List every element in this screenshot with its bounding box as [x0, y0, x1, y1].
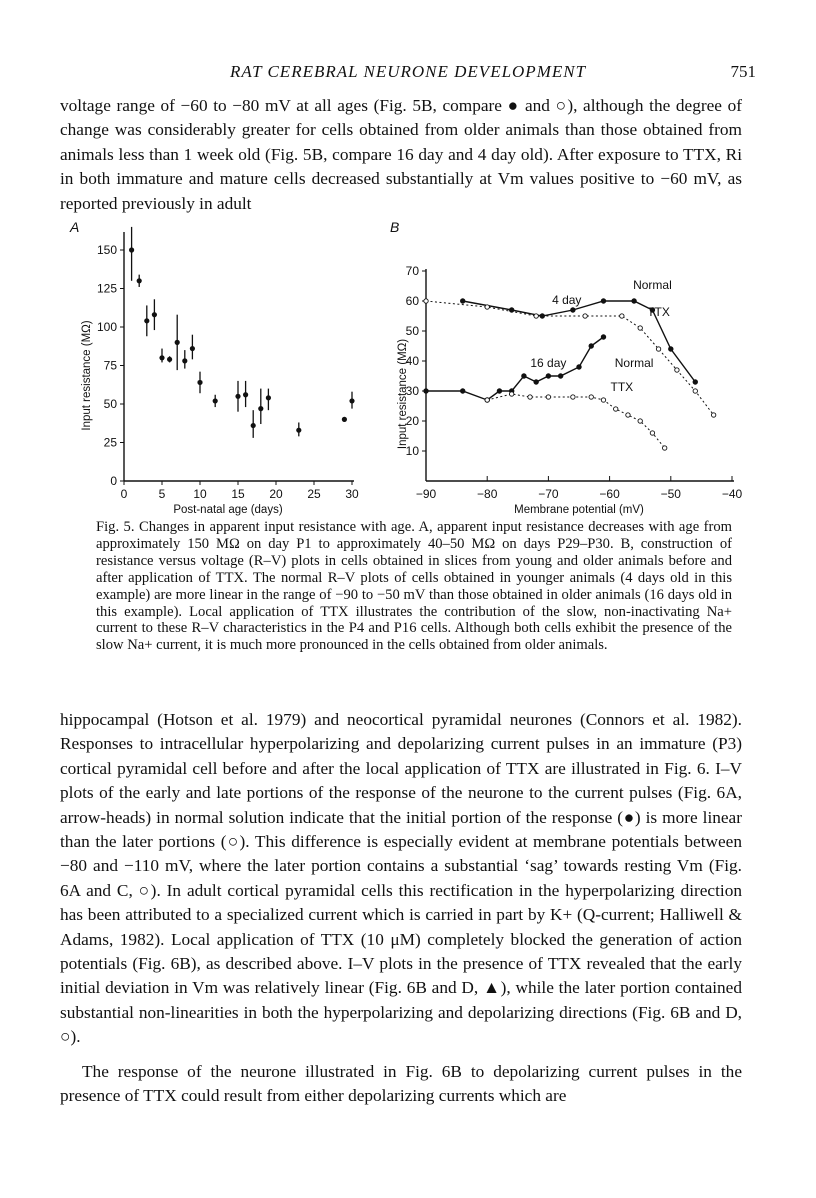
panel-b-data-point: [662, 446, 666, 450]
panel-b-data-point: [485, 305, 489, 309]
panel-b-data-point: [626, 413, 630, 417]
panel-b-data-point: [558, 373, 563, 378]
panel-b-x-tick-label: −60: [599, 487, 620, 501]
panel-b-data-point: [521, 373, 526, 378]
panel-b-data-point: [570, 307, 575, 312]
running-header: [60, 60, 756, 86]
panel-b-annotation: Normal: [633, 278, 672, 292]
panel-a-data-point: [144, 318, 149, 323]
panel-b-data-point: [583, 314, 587, 318]
paragraph-last: The response of the neurone illustrated in Fig. 6B to depolarizing current pulses in the presence of TTX could result from either depolarizing currents which are: [60, 1062, 742, 1106]
panel-b-data-point: [460, 298, 465, 303]
panel-a-data-point: [266, 395, 271, 400]
panel-b-data-point: [656, 347, 660, 351]
panel-b-x-tick-label: −50: [660, 487, 681, 501]
panel-a-y-tick-label: 75: [103, 358, 117, 373]
panel-b-annotation: TTX: [610, 380, 634, 394]
panel-b-x-tick-label: −90: [415, 487, 437, 501]
panel-a-data-point: [251, 423, 256, 428]
panel-a-data-point: [152, 312, 157, 317]
panel-b-y-label: Input resistance (MΩ): [397, 338, 409, 450]
panel-a-data-point: [213, 398, 218, 403]
panel-b-data-point: [533, 379, 538, 384]
panel-a-data-point: [129, 247, 134, 252]
caption-label: Fig. 5.: [96, 519, 135, 535]
panel-a-data-point: [258, 406, 263, 411]
panel-a-y-label: Input resistance (MΩ): [81, 320, 93, 431]
panel-b-y-tick-label: 40: [405, 354, 419, 368]
panel-b-y-tick-label: 70: [405, 264, 419, 278]
panel-a-label: A: [70, 219, 80, 235]
panel-b-data-point: [631, 298, 636, 303]
caption-text: Changes in apparent input resistance with age. A, apparent input resistance decreases with age from approximately 150 MΩ on day P1 to approximately 40–50 MΩ on days P29–P30. B, construction of resistance versus voltage (R–V) plots in cells obtained in slices from young and older animals before and after application of TTX. The normal R–V plots of cells obtained in younger animals (4 days old in this example) are more linear in the range of −90 to −50 mV than those obtained in older animals (16 days old in this example). Local application of TTX illustrates the contribution of the slow, non-inactivating Na+ current to these R–V characteristics in the P4 and P16 cells. Although both cells exhibit the presence of the slow Na+ current, it is much more pronounced in the cells obtained from older animals.: [96, 519, 732, 654]
panel-a-data-point: [342, 417, 347, 422]
panel-b-y-tick-label: 30: [405, 384, 419, 398]
panel-b-data-point: [675, 368, 679, 372]
figure-5-chart: [60, 210, 756, 520]
panel-a-x-tick-label: 15: [231, 487, 245, 501]
panel-b-data-point: [620, 314, 624, 318]
panel-a-data-point: [197, 380, 202, 385]
panel-a-y-tick-label: 100: [96, 320, 117, 334]
panel-b-data-point: [601, 334, 606, 339]
panel-b-data-point: [424, 299, 428, 303]
panel-b-data-point: [693, 389, 697, 393]
figure-5: [60, 210, 756, 520]
panel-a-data-point: [182, 358, 187, 363]
panel-a-x-tick-label: 5: [158, 487, 166, 501]
panel-b-data-point: [576, 364, 581, 369]
panel-b-data-point: [460, 388, 465, 393]
panel-b-data-point: [589, 395, 593, 399]
panel-b-data-point: [650, 431, 654, 435]
panel-a-x-tick-label: 20: [269, 487, 283, 501]
panel-a-y-tick-label: 25: [103, 435, 117, 450]
panel-a-data-point: [137, 278, 142, 283]
panel-a-data-point: [167, 357, 172, 362]
panel-b-x-tick-label: −80: [477, 487, 498, 501]
panel-a-x-tick-label: 25: [307, 487, 321, 501]
panel-b-data-point: [601, 298, 606, 303]
panel-b-data-point: [497, 388, 502, 393]
running-title: RAT CEREBRAL NEURONE DEVELOPMENT: [229, 62, 587, 81]
panel-a-y-tick-label: 125: [96, 281, 117, 296]
panel-a-x-tick-label: 0: [120, 487, 128, 501]
panel-a-data-point: [243, 392, 248, 397]
panel-b-data-point: [423, 388, 428, 393]
panel-a-data-point: [190, 346, 195, 351]
panel-a-data-point: [296, 428, 301, 433]
panel-b-data-point: [534, 314, 538, 318]
panel-b-data-point: [638, 419, 642, 423]
panel-b-annotation: TTX: [647, 305, 670, 319]
page-number: 751: [730, 62, 756, 81]
panel-a-y-tick-label: 150: [96, 243, 117, 257]
panel-b-x-label: Membrane potential (mV): [514, 504, 644, 516]
panel-b-series-line-1: [426, 301, 714, 415]
panel-a-y-tick-label: 50: [103, 397, 117, 411]
panel-b-y-tick-label: 20: [405, 414, 419, 428]
panel-b-annotation: Normal: [614, 356, 654, 370]
panel-a-x-tick-label: 30: [345, 487, 359, 501]
figure-caption: [96, 519, 732, 654]
panel-b-data-point: [528, 395, 532, 399]
panel-b-label: B: [390, 219, 400, 235]
panel-b-data-point: [614, 407, 618, 411]
panel-a-data-point: [349, 398, 354, 403]
panel-a-data-point: [159, 355, 164, 360]
panel-b-data-point: [509, 392, 513, 396]
panel-b-data-point: [638, 326, 642, 330]
panel-b-y-tick-label: 50: [405, 324, 419, 338]
paragraph-main: hippocampal (Hotson et al. 1979) and neocortical pyramidal neurones (Connors et al. 1982). Responses to intracellular hyperpolarizing and depolarizing current pulses in an immature (P3) cortical pyramidal cell before and after the local application of TTX are illustrated in Fig. 6. I–V plots of the early and late portions of the response of the neurone to the current pulses (Fig. 6A, arrow-heads) in normal solution indicate that the initial portion of the response (●) is more linear than the later portions (○). This difference is especially evident at membrane potentials between −80 and −110 mV, where the later portion contains a substantial ‘sag’ towards resting Vm (Fig. 6A and C, ○). In adult cortical pyramidal cells this rectification in the hyperpolarizing direction has been attributed to a specialized current which is carried in part by K+ (Q-current; Halliwell & Adams, 1982). Local application of TTX (10 μM) completely blocked the generation of action potentials (Fig. 6B), as described above. I–V plots in the presence of TTX revealed that the early initial deviation in Vm was relatively linear (Fig. 6B and D, ▲), while the later portion contained substantial non-linearities in both the hyperpolarizing and depolarizing directions (Fig. 6B and D, ○).: [60, 710, 742, 1047]
panel-b-x-tick-label: −70: [538, 487, 559, 501]
panel-b-data-point: [589, 343, 594, 348]
panel-b-data-point: [485, 398, 489, 402]
panel-b-data-point: [571, 395, 575, 399]
panel-b-annotation: 4 day: [552, 293, 582, 307]
panel-b-data-point: [693, 379, 698, 384]
panel-a-x-label: Post-natal age (days): [173, 504, 283, 516]
panel-b-data-point: [546, 395, 550, 399]
panel-a-x-tick-label: 10: [193, 487, 207, 501]
panel-b-x-tick-label: −40: [721, 487, 743, 501]
panel-b-data-point: [546, 373, 551, 378]
panel-a-data-point: [235, 394, 240, 399]
panel-b-data-point: [601, 398, 605, 402]
paragraph-top: voltage range of −60 to −80 mV at all ages (Fig. 5B, compare ● and ○), although the degree of change was considerably greater for cells obtained from older animals than those obtained from animals less than 1 week old (Fig. 5B, compare 16 day and 4 day old). After exposure to TTX, Ri in both immature and mature cells decreased substantially at Vm values positive to −60 mV, as reported previously in adult: [60, 96, 742, 213]
panel-b-y-tick-label: 60: [405, 294, 419, 308]
panel-b-y-tick-label: 10: [405, 444, 419, 458]
panel-b-annotation: 16 day: [530, 356, 567, 370]
panel-b-data-point: [711, 413, 715, 417]
panel-a-data-point: [175, 340, 180, 345]
panel-a-y-tick-label: 0: [110, 474, 117, 488]
panel-b-data-point: [668, 346, 673, 351]
